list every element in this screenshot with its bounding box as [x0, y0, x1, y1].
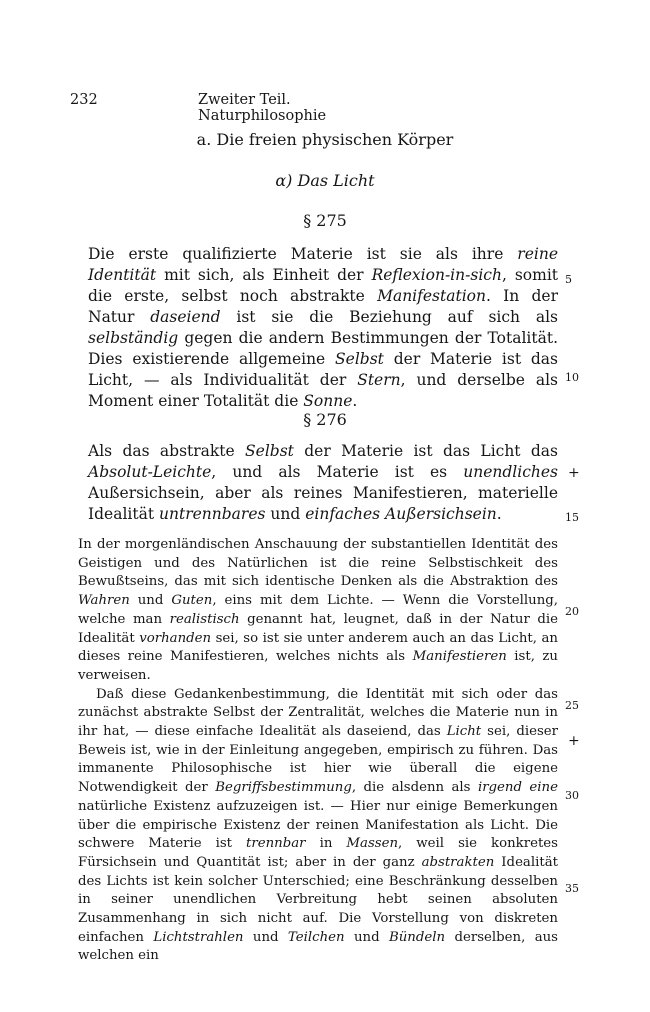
emphasized-term: reine Identität	[88, 245, 558, 284]
text-run: natürliche Existenz aufzuzeigen ist. — Hier nur einige Bemerkungen über die empirische Existenz der reinen Manifestation als Licht. Die schwere Materie ist	[78, 798, 558, 852]
text-run: , eins mit dem Lichte. — Wenn die Vorstellung, welche man	[78, 593, 559, 627]
page-number: 232	[70, 92, 98, 108]
text-run: In der morgenländischen Anschauung der substantiellen Identität des Geistigen und des Natürlichen ist die reine Selbstischkeit des Bewußtseins, das mit sich identische Denken als die Abstraktion des	[78, 537, 558, 590]
emphasized-term: Bündeln	[388, 929, 446, 945]
emphasized-term: einfaches Außersichsein	[305, 505, 497, 523]
text-run: mit sich, als Einheit der	[156, 266, 372, 284]
emphasized-term: Wahren	[78, 593, 130, 609]
text-run: Idealität des Lichts ist kein solcher Unterschied; eine Beschränkung desselben in seiner unendlichen Verbreitung hebt seinen absoluten Zusammenhang in sich nicht auf. Die Vorstellung von diskreten einfachen	[78, 854, 558, 945]
text-run: ist, zu verweisen.	[78, 649, 558, 683]
emphasized-term: realistisch	[169, 611, 240, 627]
paragraph-276	[88, 441, 558, 525]
emphasized-term: Lichtstrahlen	[153, 929, 244, 945]
emphasized-term: Licht	[446, 724, 482, 740]
line-number-30: 30	[565, 789, 579, 802]
text-run: .	[352, 392, 358, 410]
emphasized-term: untrennbares	[159, 505, 266, 523]
line-number-25: 25	[565, 699, 579, 712]
emphasized-term: Guten	[171, 593, 213, 609]
text-run: Außersichsein, aber als reines Manifestieren, materielle Idealität	[88, 484, 558, 523]
text-run: , die alsdenn als	[351, 780, 478, 796]
text-run: , weil sie konkretes Fürsichsein und Quantität ist; aber in der ganz	[78, 836, 558, 870]
emphasized-term: selbständig	[88, 329, 179, 347]
remark-paragraph-2	[78, 686, 558, 967]
text-run: gegen die andern Bestimmungen der Totalität. Dies existierende allgemeine	[88, 329, 558, 368]
emphasized-term: trennbar	[246, 836, 306, 852]
section-title: a. Die freien physischen Körper	[196, 130, 454, 149]
emphasized-term: daseiend	[150, 308, 221, 326]
text-run: .	[496, 505, 502, 523]
paragraph-number-275: § 275	[303, 211, 347, 230]
text-run: ist sie die Beziehung auf sich als	[220, 308, 558, 326]
paragraph-276-text	[88, 441, 558, 525]
running-header	[70, 92, 420, 124]
text-run: , und als Materie ist es	[211, 463, 464, 481]
text-run: Als das abstrakte	[88, 442, 246, 460]
paragraph-275	[88, 244, 558, 412]
emphasized-term: unendliches	[463, 463, 558, 481]
emphasized-term: Stern	[357, 371, 401, 389]
subsection-title: α) Das Licht	[275, 171, 375, 190]
text-run: derselben, aus welchen ein	[78, 929, 559, 964]
remark-276	[78, 536, 558, 966]
text-run: Die erste qualifizierte Materie ist sie als ihre	[88, 245, 518, 263]
emphasized-term: Reflexion-in-sich	[371, 266, 502, 284]
text-run: der Materie ist das Licht das	[293, 442, 558, 460]
emphasized-term: irgend eine	[477, 780, 558, 796]
emphasized-term: Massen	[346, 836, 399, 852]
emphasized-term: Selbst	[335, 350, 384, 368]
emphasized-term: Manifestieren	[412, 649, 507, 665]
emphasized-term: Teilchen	[287, 929, 345, 945]
running-title: Zweiter Teil. Naturphilosophie	[198, 92, 327, 124]
text-run: in	[305, 836, 347, 852]
paragraph-275-text	[88, 244, 558, 412]
emphasized-term: Begriffsbestimmung	[215, 780, 352, 796]
text-run: der Materie ist das Licht, — als Individualität der	[88, 350, 558, 389]
emphasized-term: Absolut-Leichte	[88, 463, 212, 481]
text-run: , und derselbe als Moment einer Totalität die	[88, 371, 558, 410]
text-run: sei, so ist sie unter anderem auch an das Licht, an dieses reine Manifestieren, welches nichts als	[78, 630, 558, 665]
text-run: , somit die erste, selbst noch abstrakte	[88, 266, 559, 305]
emphasized-term: Sonne	[303, 392, 353, 410]
emphasized-term: Selbst	[245, 442, 294, 460]
line-number-5: 5	[565, 273, 572, 286]
margin-plus-mark-2: +	[568, 733, 580, 749]
remark-paragraph-1	[78, 536, 558, 686]
emphasized-term: abstrakten	[421, 854, 495, 870]
text-run: genannt hat, leugnet, daß in der Natur die Idealität	[78, 611, 558, 646]
paragraph-number-276: § 276	[303, 410, 347, 429]
line-number-35: 35	[565, 882, 579, 895]
text-run: sei, dieser Beweis ist, wie in der Einleitung angegeben, empirisch zu führen. Das immanente Philosophische ist hier wie überall die eigene Notwendigkeit der	[78, 724, 558, 796]
text-run: und	[129, 593, 172, 609]
text-run: und	[243, 929, 288, 945]
emphasized-term: Manifestation	[377, 287, 486, 305]
text-run: . In der Natur	[88, 287, 558, 326]
text-run: und	[265, 505, 306, 523]
emphasized-term: vorhanden	[139, 630, 212, 646]
line-number-20: 20	[565, 605, 579, 618]
text-run: und	[344, 929, 389, 945]
margin-plus-mark: +	[568, 465, 580, 481]
line-number-10: 10	[565, 371, 579, 384]
line-number-15: 15	[565, 511, 579, 524]
text-run: Daß diese Gedankenbestimmung, die Identität mit sich oder das zunächst abstrakte Selbst der Zentralität, welches die Materie nun in ihr hat, — diese einfache Idealität als daseiend, das	[78, 686, 558, 740]
